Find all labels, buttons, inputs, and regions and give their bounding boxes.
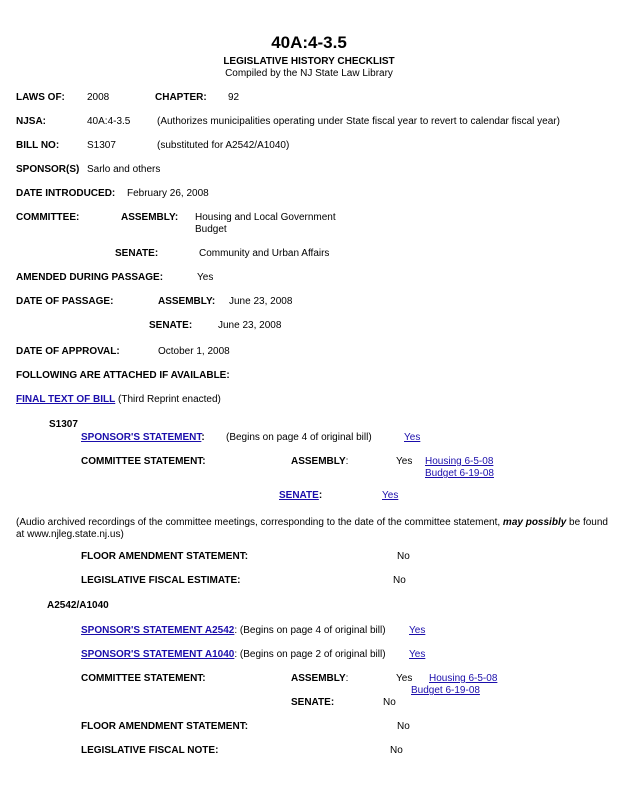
s1307-senate-yes-link[interactable]: Yes xyxy=(382,490,399,501)
audio-note-part1: (Audio archived recordings of the committee meetings, corresponding to the date of the committee statement, xyxy=(16,517,503,528)
s1307-senate-row xyxy=(279,490,322,502)
a2542-sponsor2-link[interactable]: SPONSOR'S STATEMENT A1040 xyxy=(81,649,235,660)
committee-senate-label: SENATE: xyxy=(115,248,159,259)
bill-label: BILL NO: xyxy=(16,140,60,151)
page-subtitle: LEGISLATIVE HISTORY CHECKLIST xyxy=(223,56,395,67)
audio-note-emphasis: may possibly xyxy=(502,517,567,528)
floor1-label: FLOOR AMENDMENT STATEMENT: xyxy=(81,551,249,562)
s1307-senate-link[interactable]: SENATE xyxy=(279,490,319,501)
sponsor-label: SPONSOR(S) xyxy=(16,164,80,175)
s1307-assembly-colon: : xyxy=(345,456,349,467)
a2542-sponsor1-link[interactable]: SPONSOR'S STATEMENT A2542 xyxy=(81,625,235,636)
njsa-description: (Authorizes municipalities operating under State fiscal year to revert to calendar fiscal year) xyxy=(157,116,560,127)
a2542-sponsor2-yes-link[interactable]: Yes xyxy=(409,649,426,660)
laws-value: 2008 xyxy=(87,92,110,103)
s1307-housing-link[interactable]: Housing 6-5-08 xyxy=(425,456,494,467)
s1307-sponsor-colon: : xyxy=(201,432,205,443)
amended-value: Yes xyxy=(197,272,214,283)
a2542-budget-link[interactable]: Budget 6-19-08 xyxy=(411,685,480,696)
amended-label: AMENDED DURING PASSAGE: xyxy=(16,272,164,283)
a2542-committee-label: COMMITTEE STATEMENT: xyxy=(81,673,206,684)
a2542-housing-link[interactable]: Housing 6-5-08 xyxy=(429,673,498,684)
s1307-assembly-yes: Yes xyxy=(396,456,413,467)
a2542-senate-value: No xyxy=(383,697,396,708)
final-text-row xyxy=(16,394,221,406)
a2542-assembly-colon: : xyxy=(345,673,349,684)
passage-label: DATE OF PASSAGE: xyxy=(16,296,114,307)
sponsor-value: Sarlo and others xyxy=(87,164,161,175)
final-text-note: (Third Reprint enacted) xyxy=(118,394,221,405)
a2542-sponsor1-note: : (Begins on page 4 of original bill) xyxy=(234,625,386,636)
s1307-assembly-row xyxy=(291,456,348,468)
committee-assembly-1: Housing and Local Government xyxy=(195,212,336,223)
s1307-sponsor-row xyxy=(81,432,205,444)
approval-value: October 1, 2008 xyxy=(158,346,230,357)
audio-note-line2: at www.njleg.state.nj.us) xyxy=(16,529,124,540)
bill-substituted: (substituted for A2542/A1040) xyxy=(157,140,290,151)
introduced-label: DATE INTRODUCED: xyxy=(16,188,116,199)
a2542-sponsor1-yes-link[interactable]: Yes xyxy=(409,625,426,636)
approval-label: DATE OF APPROVAL: xyxy=(16,346,120,357)
a2542-assembly-label: ASSEMBLY xyxy=(291,673,346,684)
a2542-senate-label: SENATE: xyxy=(291,697,335,708)
a2542-sponsor1-row xyxy=(81,625,386,637)
committee-assembly-2: Budget xyxy=(195,224,227,235)
fiscal2-value: No xyxy=(390,745,403,756)
s1307-budget-link[interactable]: Budget 6-19-08 xyxy=(425,468,494,479)
s1307-sponsor-yes-link[interactable]: Yes xyxy=(404,432,421,443)
fiscal1-value: No xyxy=(393,575,406,586)
a2542-sponsor2-note: : (Begins on page 2 of original bill) xyxy=(234,649,386,660)
committee-label: COMMITTEE: xyxy=(16,212,80,223)
chapter-label: CHAPTER: xyxy=(155,92,207,103)
s1307-committee-label: COMMITTEE STATEMENT: xyxy=(81,456,206,467)
audio-note-line1 xyxy=(16,517,608,529)
chapter-value: 92 xyxy=(228,92,240,103)
passage-senate-label: SENATE: xyxy=(149,320,193,331)
committee-assembly-label: ASSEMBLY: xyxy=(121,212,179,223)
njsa-label: NJSA: xyxy=(16,116,47,127)
s1307-sponsor-link[interactable]: SPONSOR'S STATEMENT xyxy=(81,432,202,443)
a2542-assembly-row xyxy=(291,673,348,685)
njsa-value: 40A:4-3.5 xyxy=(87,116,131,127)
s1307-senate-colon: : xyxy=(318,490,323,501)
passage-senate-value: June 23, 2008 xyxy=(218,320,282,331)
audio-note-part2: be found xyxy=(566,517,608,528)
s1307-sponsor-note: (Begins on page 4 of original bill) xyxy=(226,432,372,443)
compiled-by: Compiled by the NJ State Law Library xyxy=(225,68,393,79)
a2542-sponsor2-row xyxy=(81,649,386,661)
floor2-label: FLOOR AMENDMENT STATEMENT: xyxy=(81,721,249,732)
final-text-link[interactable]: FINAL TEXT OF BILL xyxy=(16,394,116,405)
passage-assembly-value: June 23, 2008 xyxy=(229,296,293,307)
a2542-heading: A2542/A1040 xyxy=(47,600,109,611)
s1307-assembly-label: ASSEMBLY xyxy=(291,456,346,467)
committee-senate-value: Community and Urban Affairs xyxy=(199,248,330,259)
fiscal2-label: LEGISLATIVE FISCAL NOTE: xyxy=(81,745,219,756)
s1307-heading: S1307 xyxy=(49,419,78,430)
page-title: 40A:4-3.5 xyxy=(271,33,347,52)
floor2-value: No xyxy=(397,721,410,732)
bill-value: S1307 xyxy=(87,140,116,151)
fiscal1-label: LEGISLATIVE FISCAL ESTIMATE: xyxy=(81,575,241,586)
a2542-assembly-yes: Yes xyxy=(396,673,413,684)
introduced-value: February 26, 2008 xyxy=(127,188,209,199)
laws-label: LAWS OF: xyxy=(16,92,65,103)
passage-assembly-label: ASSEMBLY: xyxy=(158,296,216,307)
attached-heading: FOLLOWING ARE ATTACHED IF AVAILABLE: xyxy=(16,370,230,381)
floor1-value: No xyxy=(397,551,410,562)
